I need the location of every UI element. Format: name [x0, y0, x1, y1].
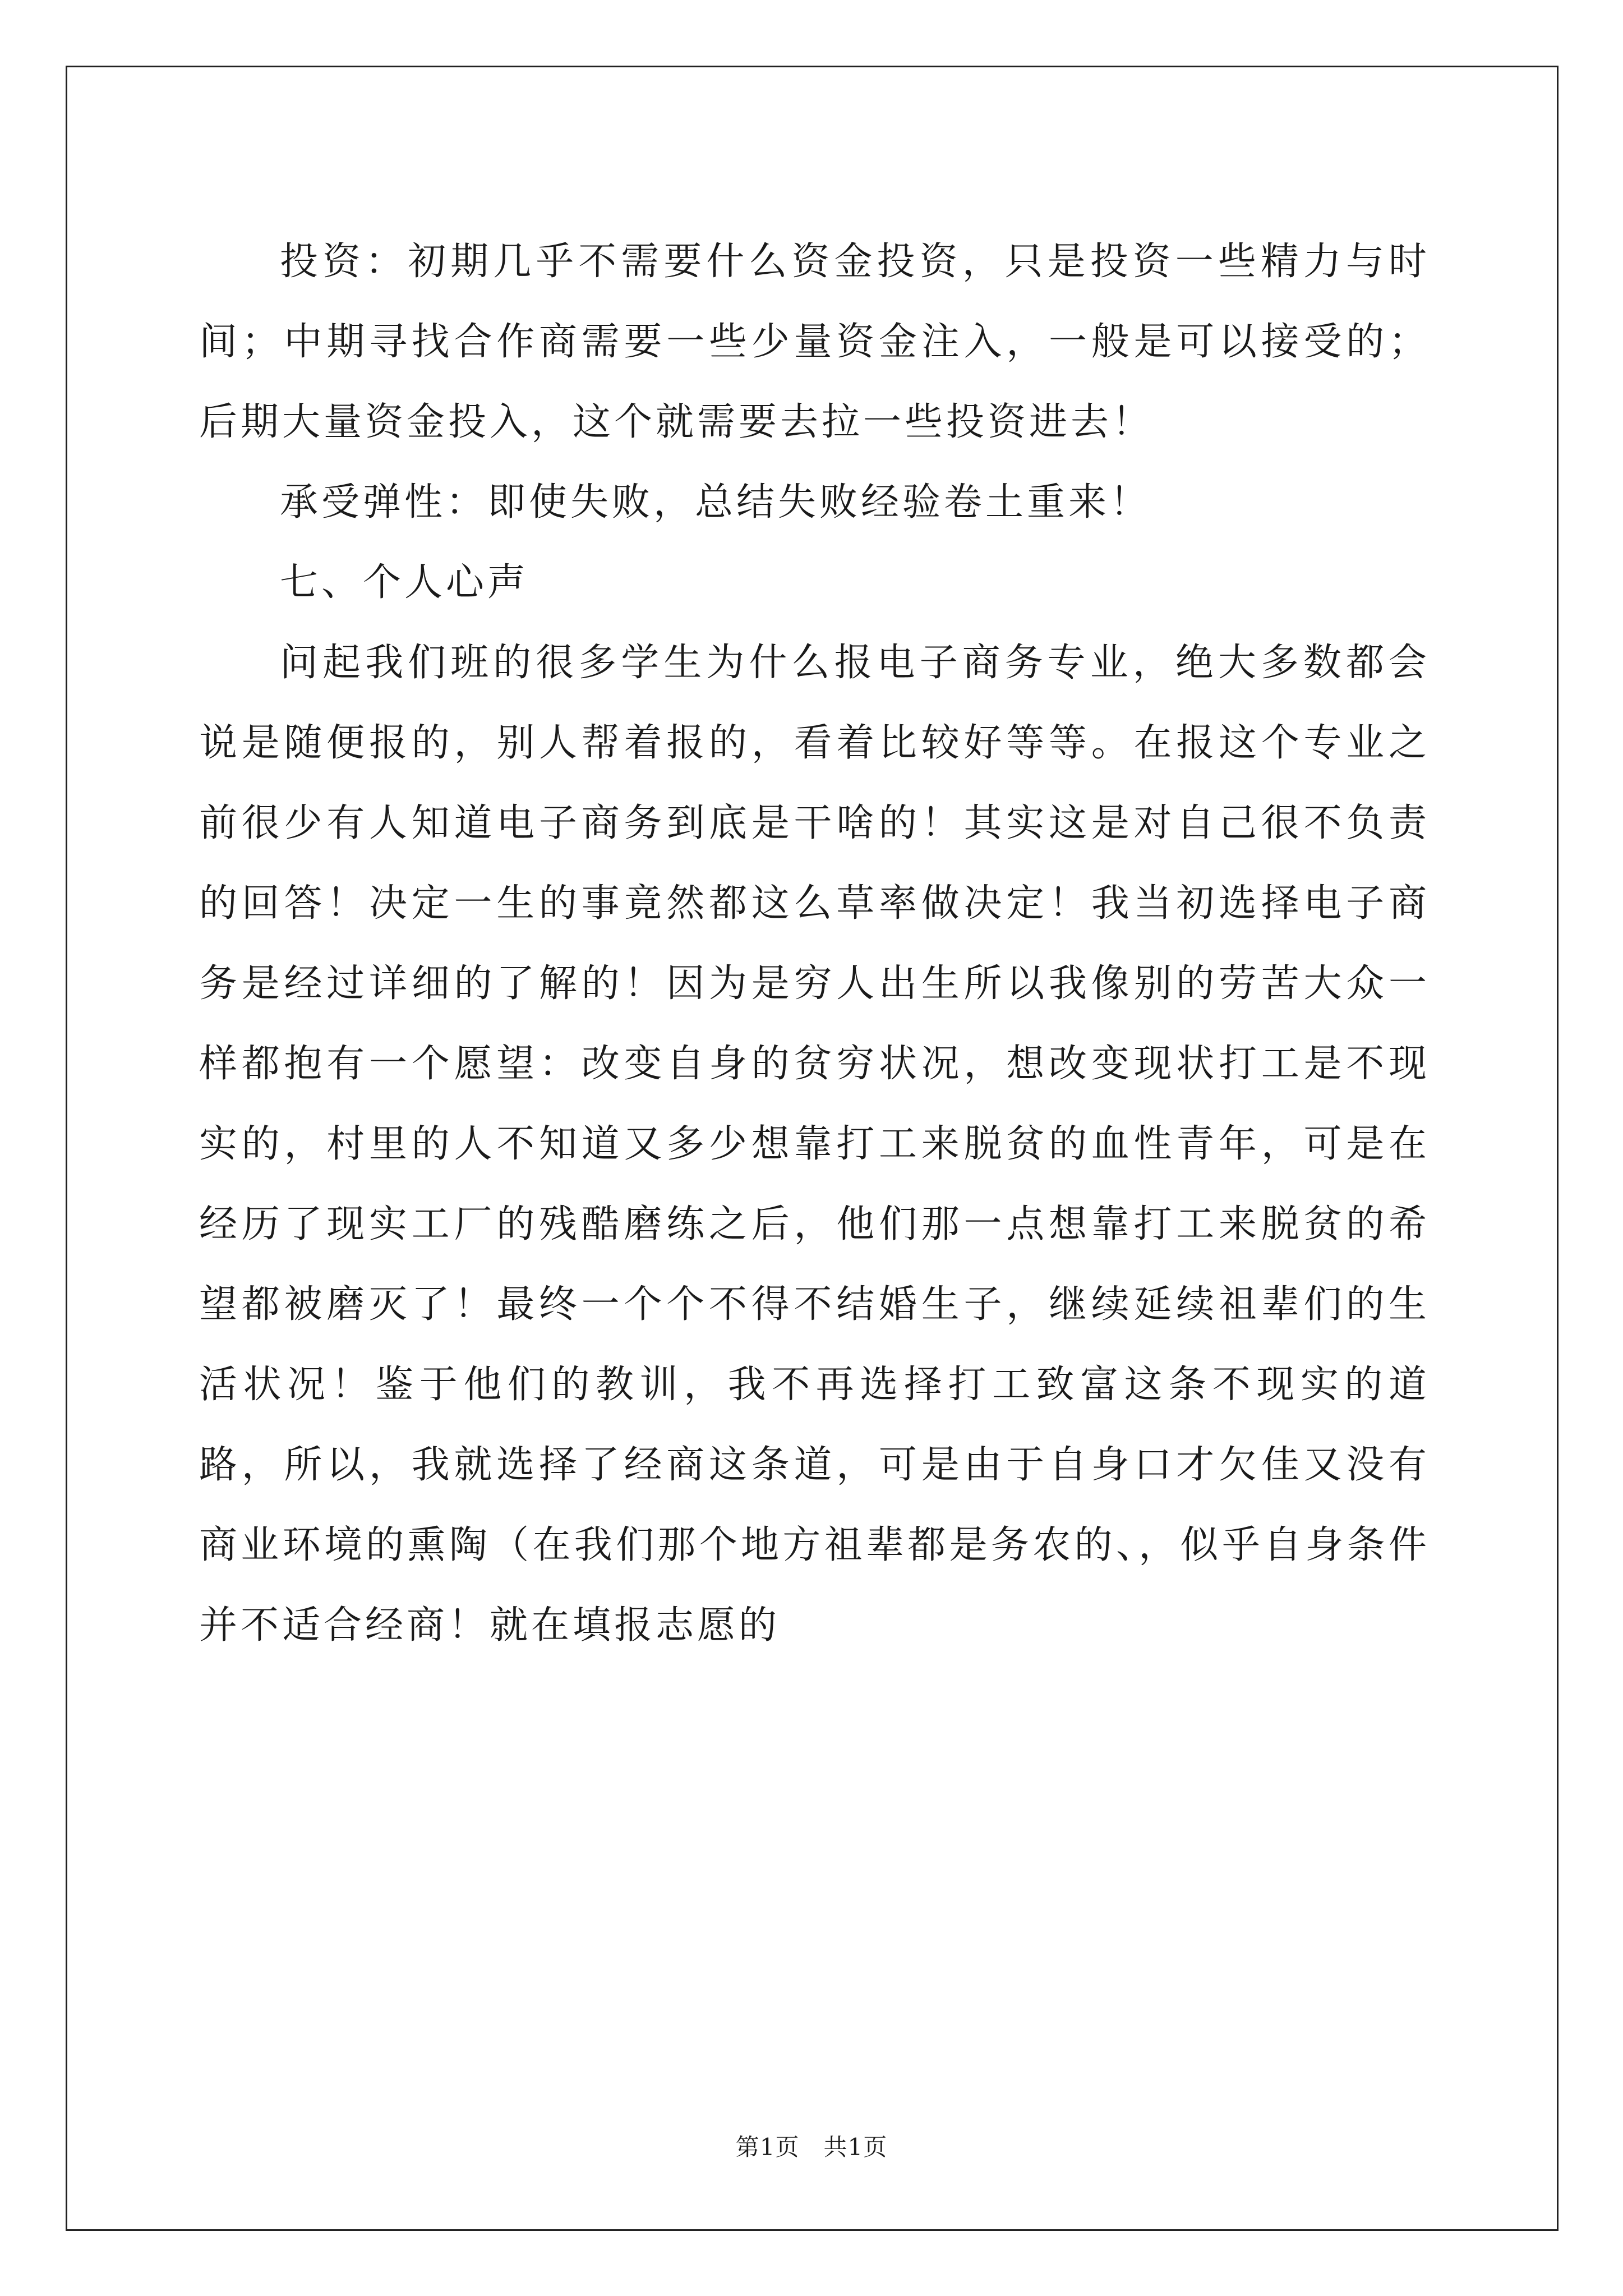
document-body	[199, 222, 1430, 1665]
paragraph-personal-voice: 问起我们班的很多学生为什么报电子商务专业，绝大多数都会说是随便报的，别人帮着报的，看着比较好等等。在报这个专业之前很少有人知道电子商务到底是干啥的！其实这是对自己很不负责的回答！决定一生的事竟然都这么草率做决定！我当初选择电子商务是经过详细的了解的！因为是穷人出生所以我像别的劳苦大众一样都抱有一个愿望：改变自身的贫穷状况，想改变现状打工是不现实的，村里的人不知道又多少想靠打工来脱贫的血性青年，可是在经历了现实工厂的残酷磨练之后，他们那一点想靠打工来脱贫的希望都被磨灭了！最终一个个不得不结婚生子，继续延续祖辈们的生活状况！鉴于他们的教训，我不再选择打工致富这条不现实的道路，所以，我就选择了经商这条道，可是由于自身口才欠佳又没有商业环境的熏陶（在我们那个地方祖辈都是务农的、，似乎自身条件并不适合经商！就在填报志愿的	[199, 641, 1430, 1648]
paragraph-resilience: 承受弹性：即使失败，总结失败经验卷土重来！	[280, 480, 1152, 524]
page-footer	[0, 2129, 1623, 2162]
section-heading: 七、个人心声	[280, 560, 529, 605]
page-number: 第1页	[735, 2133, 800, 2161]
paragraph-investment: 投资：初期几乎不需要什么资金投资，只是投资一些精力与时间；中期寻找合作商需要一些少量资金注入，一般是可以接受的；后期大量资金投入，这个就需要去拉一些投资进去！	[199, 240, 1430, 444]
page-total: 共1页	[823, 2133, 888, 2161]
